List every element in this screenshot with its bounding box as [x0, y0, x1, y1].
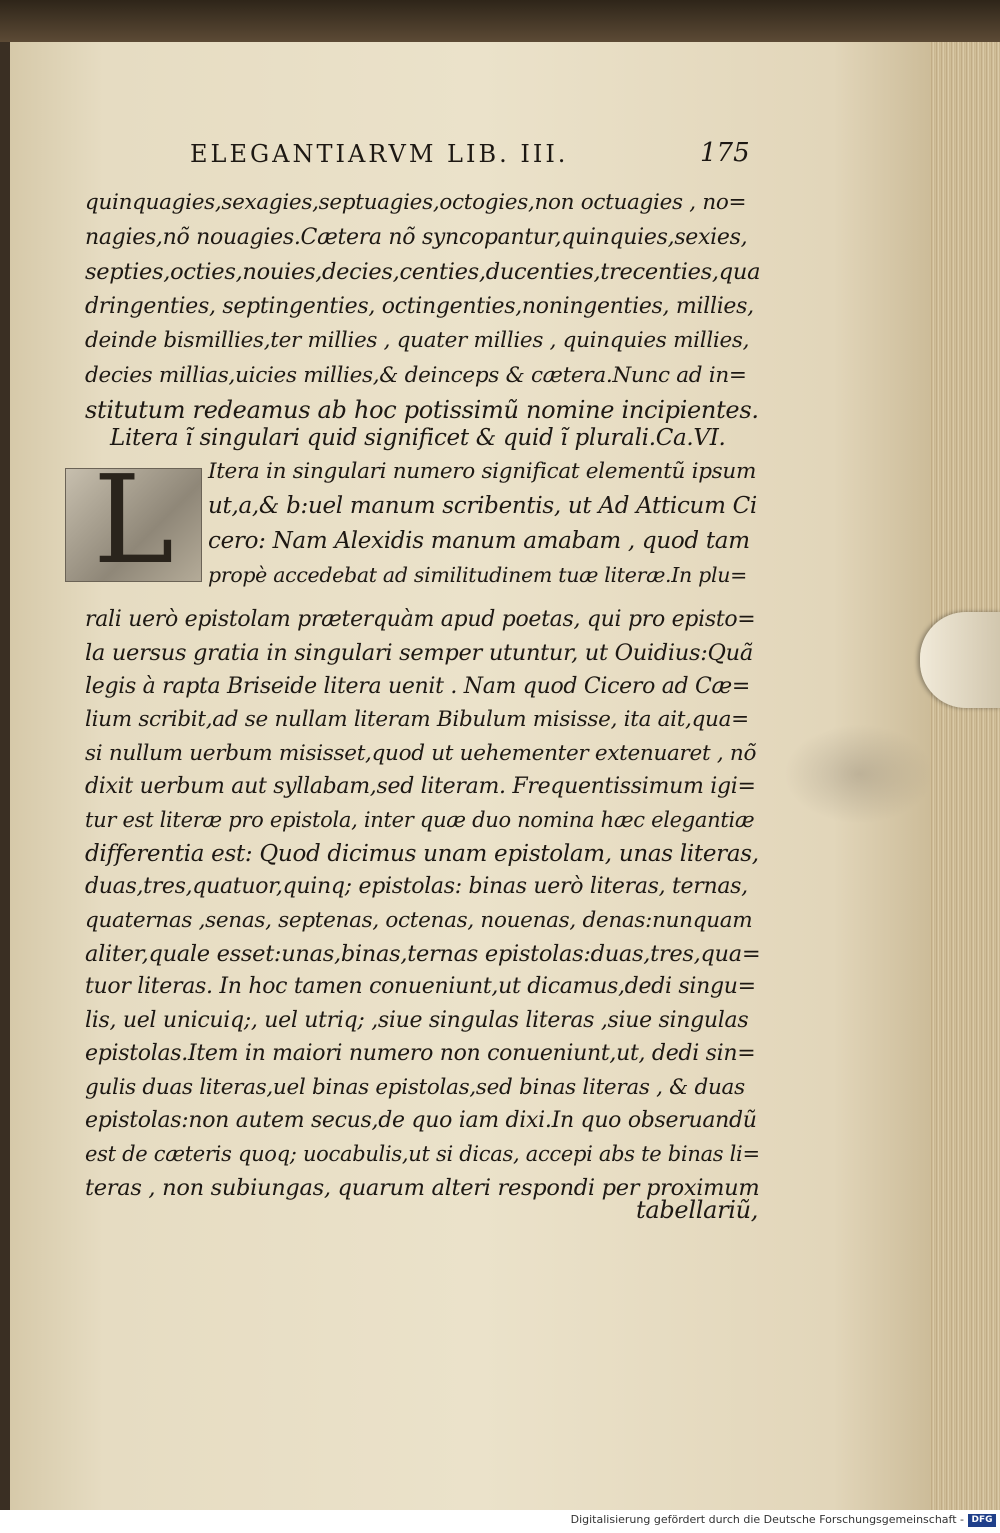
text-line: aliter,quale esset:unas,binas,ternas epistolas:duas,tres,qua= — [85, 941, 761, 967]
text-line: gulis duas literas,uel binas epistolas,sed binas literas , & duas — [85, 1074, 745, 1100]
text-line: lis, uel unicuiq;, uel utriq; ,siue singulas literas ,siue singulas — [85, 1007, 749, 1033]
text-line: epistolas.Item in maiori numero non conueniunt,ut, dedi sin= — [85, 1041, 756, 1067]
text-line: ut,a,& b:uel manum scribentis, ut Ad Atticum Ci — [208, 493, 757, 520]
text-line: legis à rapta Briseide litera uenit . Nam quod Cicero ad Cæ= — [85, 673, 751, 699]
catchword: tabellariũ, — [636, 1196, 759, 1224]
text-line: decies millias,uicies millies,& deinceps & cætera.Nunc ad in= — [85, 362, 747, 388]
text-line: deinde bismillies,ter millies , quater millies , quinquies millies, — [85, 328, 750, 353]
text-line: teras , non subiungas, quarum alteri respondi per proximum — [85, 1174, 760, 1201]
text-line: tur est literæ pro epistola, inter quæ duo nomina hæc elegantiæ — [85, 808, 755, 833]
text-line: differentia est: Quod dicimus unam epistolam, unas literas, — [85, 840, 759, 867]
drop-cap-letter: L — [92, 449, 174, 591]
text-line: dixit uerbum aut syllabam,sed literam. Frequentissimum igi= — [85, 774, 756, 799]
text-line: nagies,nõ nouagies.Cætera nõ syncopantur,quinquies,sexies, — [85, 224, 748, 250]
text-line: quinquagies,sexagies,septuagies,octogies,non octuagies , no= — [85, 190, 747, 215]
text-line: dringenties, septingenties, octingenties,noningenties, millies, — [85, 293, 754, 319]
text-line: lium scribit,ad se nullam literam Bibulum misisse, ita ait,qua= — [85, 707, 749, 733]
dfg-logo: DFG — [968, 1514, 996, 1527]
text-line: est de cæteris quoq; uocabulis,ut si dicas, accepi abs te binas li= — [85, 1142, 760, 1167]
text-line: stitutum redeamus ab hoc potissimũ nomine incipientes. — [85, 396, 759, 424]
text-line: tuor literas. In hoc tamen conueniunt,ut dicamus,dedi singu= — [85, 974, 756, 1000]
text-line: Itera in singulari numero significat elementũ ipsum — [208, 459, 757, 484]
text-line: si nullum uerbum misisset,quod ut uehementer extenuaret , nõ — [85, 740, 757, 766]
text-line: la uersus gratia in singulari semper utuntur, ut Ouidius:Quã — [85, 640, 753, 667]
chapter-heading: Litera ĩ singulari quid significet & quid ĩ plurali.Ca.VI. — [110, 425, 726, 451]
running-title: ELEGANTIARVM LIB. III. — [190, 140, 569, 168]
text-line: epistolas:non autem secus,de quo iam dixi.In quo obseruandũ — [85, 1108, 757, 1133]
text-line: rali uerò epistolam præterquàm apud poetas, qui pro episto= — [85, 607, 756, 632]
text-line: cero: Nam Alexidis manum amabam , quod tam — [208, 527, 750, 554]
text-line: quaternas ,senas, septenas, octenas, nouenas, denas:nunquam — [85, 907, 753, 933]
book-page-edges — [930, 0, 1000, 1510]
funding-credit: Digitalisierung gefördert durch die Deutsche Forschungsgemeinschaft - — [570, 1513, 964, 1526]
folio-number: 175 — [700, 138, 750, 168]
footer-bar — [0, 1510, 1000, 1533]
drop-cap — [65, 449, 202, 591]
text-line: duas,tres,quatuor,quinq; epistolas: binas uerò literas, ternas, — [85, 874, 748, 900]
text-line: septies,octies,nouies,decies,centies,ducenties,trecenties,qua — [85, 259, 761, 285]
thumb-smudge — [784, 724, 934, 824]
page-clip — [920, 612, 1000, 708]
text-line: propè accedebat ad similitudinem tuæ literæ.In plu= — [208, 562, 748, 587]
book-binding-shadow — [0, 0, 1000, 42]
